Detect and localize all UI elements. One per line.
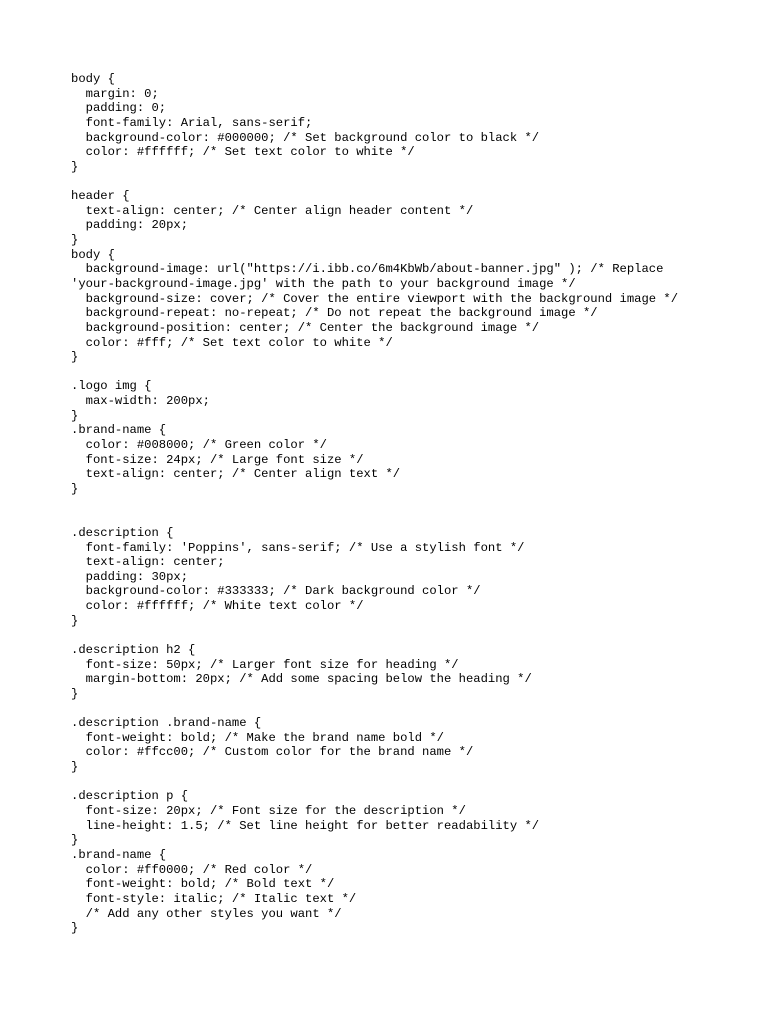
code-line: }: [71, 159, 79, 174]
code-line: }: [71, 233, 79, 248]
code-line: 'your-background-image.jpg' with the path to your background image */: [71, 276, 576, 291]
code-line: .logo img {: [71, 379, 152, 394]
code-line: line-height: 1.5; /* Set line height for better readability */: [71, 818, 540, 833]
code-line: /* Add any other styles you want */: [71, 906, 342, 921]
code-line: color: #fff; /* Set text color to white */: [71, 335, 393, 350]
code-line: margin-bottom: 20px; /* Add some spacing below the heading */: [71, 672, 532, 687]
code-line: }: [71, 921, 79, 936]
code-line: }: [71, 833, 79, 848]
code-line: body {: [71, 247, 115, 262]
code-line: .description h2 {: [71, 642, 196, 657]
code-line: color: #ffffff; /* White text color */: [71, 599, 364, 614]
code-line: text-align: center; /* Center align header content */: [71, 203, 474, 218]
code-line: font-style: italic; /* Italic text */: [71, 891, 357, 906]
code-line: background-color: #000000; /* Set background color to black */: [71, 130, 540, 145]
code-line: font-weight: bold; /* Make the brand name bold */: [71, 730, 444, 745]
code-line: font-family: 'Poppins', sans-serif; /* Use a stylish font */: [71, 540, 525, 555]
code-line: .description .brand-name {: [71, 716, 262, 731]
code-line: background-repeat: no-repeat; /* Do not repeat the background image */: [71, 306, 598, 321]
code-line: .brand-name {: [71, 847, 167, 862]
code-line: font-family: Arial, sans-serif;: [71, 115, 313, 130]
code-line: color: #ffcc00; /* Custom color for the brand name */: [71, 745, 474, 760]
code-line: padding: 30px;: [71, 569, 189, 584]
code-line: text-align: center; /* Center align text */: [71, 467, 401, 482]
code-line: [71, 775, 731, 790]
code-line: color: #008000; /* Green color */: [71, 438, 327, 453]
code-line: .description {: [71, 525, 174, 540]
code-line: background-image: url("https://i.ibb.co/6m4KbWb/about-banner.jpg" ); /* Replace: [71, 262, 664, 277]
code-line: }: [71, 686, 79, 701]
code-line: .description p {: [71, 789, 189, 804]
code-line: [71, 702, 731, 717]
code-line: [71, 174, 731, 189]
code-line: text-align: center;: [71, 555, 225, 570]
code-line: header {: [71, 189, 130, 204]
code-line: font-size: 24px; /* Large font size */: [71, 452, 364, 467]
code-line: [71, 628, 731, 643]
code-line: max-width: 200px;: [71, 394, 210, 409]
code-line: }: [71, 481, 79, 496]
code-line: color: #ffffff; /* Set text color to white */: [71, 145, 415, 160]
code-line: font-size: 20px; /* Font size for the description */: [71, 804, 466, 819]
code-line: .brand-name {: [71, 423, 167, 438]
code-line: background-size: cover; /* Cover the entire viewport with the background image */: [71, 291, 679, 306]
code-line: }: [71, 613, 79, 628]
code-line: padding: 0;: [71, 101, 167, 116]
code-line: [71, 511, 731, 526]
code-line: [71, 497, 731, 512]
code-line: color: #ff0000; /* Red color */: [71, 862, 313, 877]
code-line: padding: 20px;: [71, 218, 189, 233]
code-line: font-weight: bold; /* Bold text */: [71, 877, 335, 892]
code-line: body {: [71, 72, 115, 86]
code-line: [71, 365, 731, 380]
code-line: }: [71, 760, 79, 775]
code-line: }: [71, 408, 79, 423]
code-line: background-position: center; /* Center the background image */: [71, 320, 540, 335]
code-line: font-size: 50px; /* Larger font size for heading */: [71, 657, 459, 672]
code-line: }: [71, 350, 79, 365]
code-line: margin: 0;: [71, 86, 159, 101]
code-line: background-color: #333333; /* Dark background color */: [71, 584, 481, 599]
code-listing: [71, 72, 731, 936]
